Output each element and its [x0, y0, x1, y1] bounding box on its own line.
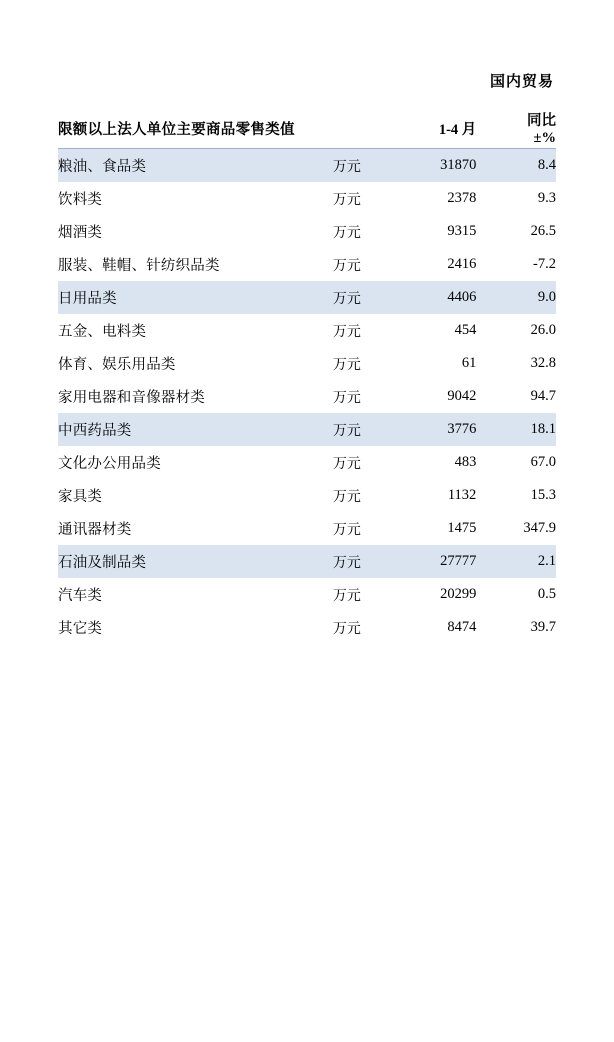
retail-sales-table — [58, 109, 556, 644]
table-row — [58, 149, 556, 182]
table-body — [58, 149, 556, 644]
column-header-unit — [312, 109, 382, 147]
cell-yoy: 347.9 — [523, 520, 556, 536]
column-header-period: 1-4 月 — [438, 121, 477, 138]
cell-yoy: 15.3 — [530, 487, 556, 503]
cell-yoy: 8.4 — [537, 157, 556, 173]
cell-yoy: 2.1 — [537, 553, 556, 569]
cell-unit: 万元 — [332, 159, 361, 175]
cell-value: 31870 — [440, 157, 477, 173]
table-row — [58, 413, 556, 446]
cell-category: 家具类 — [58, 489, 103, 505]
table-row — [58, 215, 556, 248]
cell-yoy: 0.5 — [537, 586, 556, 602]
table-row — [58, 446, 556, 479]
table-row — [58, 578, 556, 611]
cell-value: 454 — [454, 322, 477, 338]
table-row — [58, 347, 556, 380]
cell-value: 2378 — [447, 190, 477, 206]
cell-yoy: 32.8 — [530, 355, 556, 371]
table-row — [58, 281, 556, 314]
table-row — [58, 380, 556, 413]
table-row — [58, 314, 556, 347]
table-row — [58, 248, 556, 281]
cell-yoy: -7.2 — [533, 256, 556, 272]
cell-category: 石油及制品类 — [58, 555, 147, 571]
cell-value: 4406 — [447, 289, 477, 305]
cell-category: 粮油、食品类 — [58, 159, 147, 175]
cell-unit: 万元 — [332, 225, 361, 241]
cell-yoy: 26.0 — [530, 322, 556, 338]
cell-category: 其它类 — [58, 621, 103, 637]
cell-unit: 万元 — [332, 423, 361, 439]
cell-value: 61 — [461, 355, 477, 371]
cell-category: 文化办公用品类 — [58, 456, 161, 472]
cell-yoy: 18.1 — [530, 421, 556, 437]
cell-unit: 万元 — [332, 258, 361, 274]
cell-yoy: 9.0 — [537, 289, 556, 305]
table-row — [58, 545, 556, 578]
cell-unit: 万元 — [332, 357, 361, 373]
cell-unit: 万元 — [332, 291, 361, 307]
table-row — [58, 182, 556, 215]
cell-value: 2416 — [447, 256, 477, 272]
cell-value: 9042 — [447, 388, 477, 404]
cell-value: 1475 — [447, 520, 477, 536]
cell-unit: 万元 — [332, 621, 361, 637]
cell-category: 饮料类 — [58, 192, 103, 208]
cell-unit: 万元 — [332, 489, 361, 505]
cell-yoy: 26.5 — [530, 223, 556, 239]
cell-unit: 万元 — [332, 456, 361, 472]
cell-yoy: 94.7 — [530, 388, 556, 404]
section-title: 国内贸易 — [489, 74, 554, 90]
cell-unit: 万元 — [332, 390, 361, 406]
cell-value: 3776 — [447, 421, 477, 437]
table-row — [58, 512, 556, 545]
cell-unit: 万元 — [332, 555, 361, 571]
cell-value: 1132 — [447, 487, 477, 503]
cell-unit: 万元 — [332, 324, 361, 340]
cell-category: 日用品类 — [58, 291, 117, 307]
cell-value: 27777 — [440, 553, 477, 569]
cell-yoy: 39.7 — [530, 619, 556, 635]
cell-unit: 万元 — [332, 588, 361, 604]
column-header-yoy-line1: 同比 — [527, 113, 556, 129]
cell-category: 汽车类 — [58, 588, 103, 604]
cell-unit: 万元 — [332, 522, 361, 538]
cell-value: 9315 — [447, 223, 477, 239]
cell-value: 20299 — [440, 586, 477, 602]
column-header-yoy — [476, 109, 556, 147]
cell-category: 中西药品类 — [58, 423, 132, 439]
column-header-yoy-line2: ±% — [533, 130, 556, 146]
table-header — [58, 109, 556, 149]
document-page — [0, 70, 614, 1042]
cell-value: 8474 — [447, 619, 477, 635]
cell-category: 体育、娱乐用品类 — [58, 357, 176, 373]
table-row — [58, 479, 556, 512]
cell-category: 家用电器和音像器材类 — [58, 390, 205, 406]
cell-unit: 万元 — [332, 192, 361, 208]
cell-category: 通讯器材类 — [58, 522, 132, 538]
cell-category: 烟酒类 — [58, 225, 103, 241]
cell-yoy: 67.0 — [530, 454, 556, 470]
cell-category: 五金、电料类 — [58, 324, 147, 340]
column-header-category: 限额以上法人单位主要商品零售类值 — [58, 121, 295, 138]
cell-value: 483 — [454, 454, 477, 470]
cell-yoy: 9.3 — [537, 190, 556, 206]
table-row — [58, 611, 556, 644]
cell-category: 服装、鞋帽、针纺织品类 — [58, 258, 220, 274]
